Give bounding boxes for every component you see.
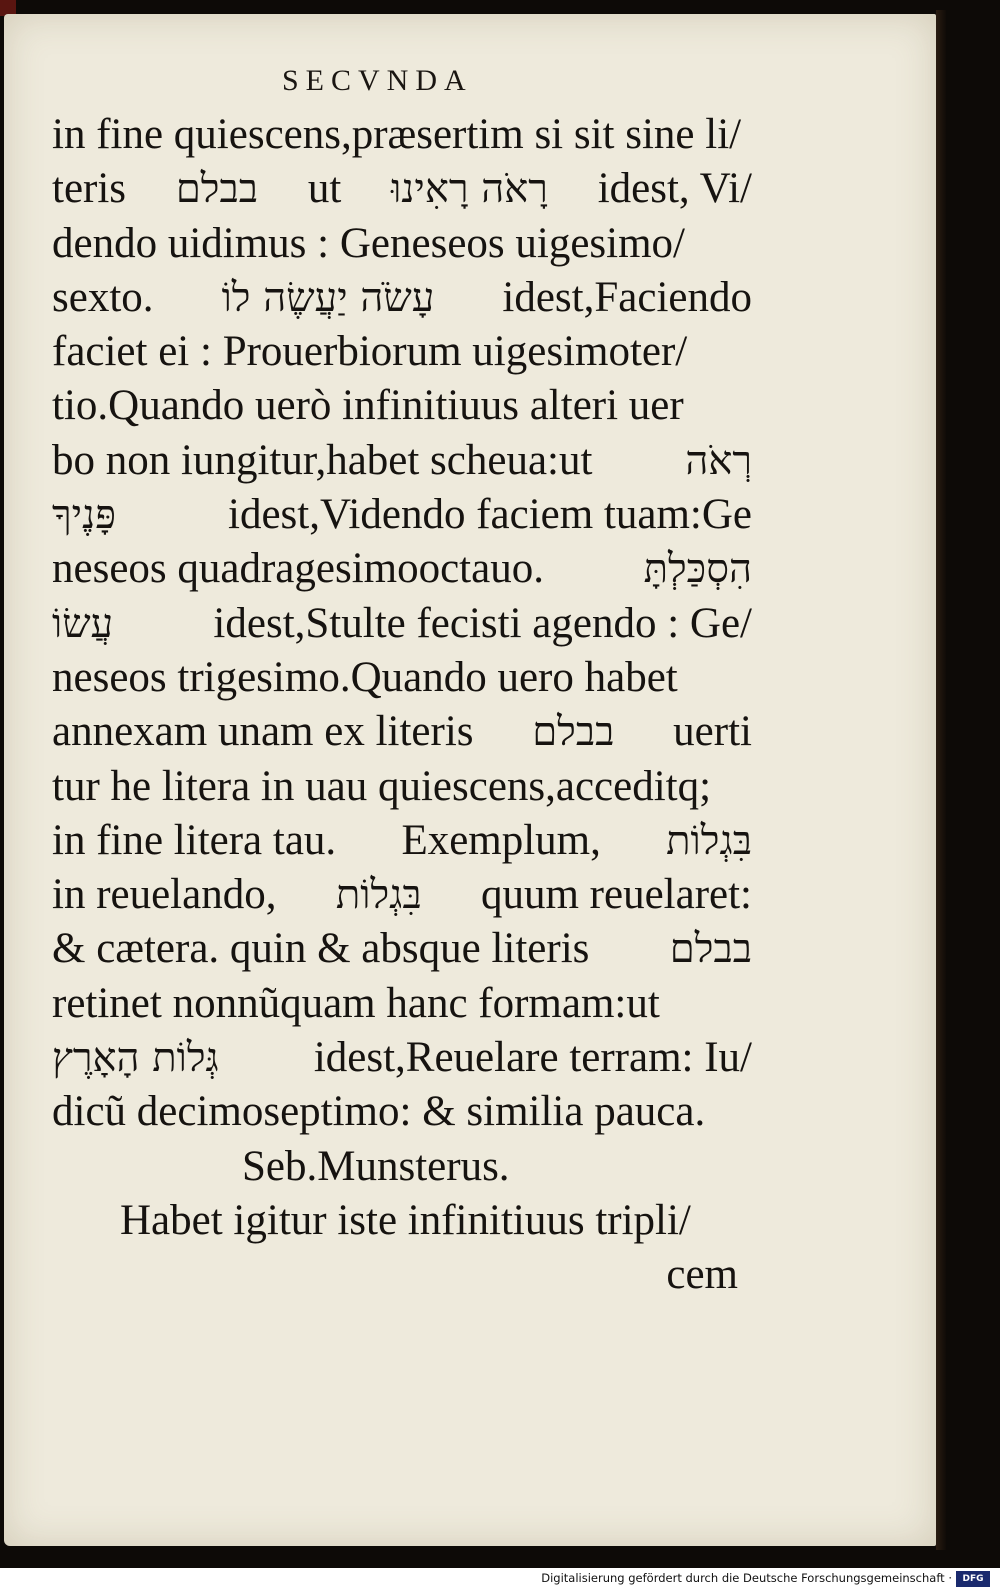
latin-text: dendo uidimus : Geneseos uigesimo/ [52, 219, 685, 267]
hebrew-word: רְאֹה [685, 437, 752, 484]
hebrew-word: עֲשׂוֹ [52, 600, 114, 647]
hebrew-word: עָשֹׂה יַעֲשֶׂה לוֹ [221, 274, 435, 321]
text-line [52, 1194, 752, 1248]
dfg-logo: DFG [956, 1571, 990, 1587]
latin-text: idest,Reuelare terram: Iu/ [313, 1034, 752, 1082]
text-line [52, 542, 752, 596]
hebrew-word: בבלם [669, 926, 752, 973]
latin-text: idest, Vi/ [597, 165, 752, 213]
text-line [52, 325, 752, 379]
footer-bar [0, 1568, 1000, 1591]
latin-text: tio.Quando uerò infinitiuus alteri uer [52, 382, 684, 430]
text-line [52, 379, 752, 433]
latin-text: Exemplum, [401, 816, 601, 864]
latin-text: retinet nonnũquam hanc formam:ut [52, 979, 660, 1027]
text-line [52, 271, 752, 325]
latin-text: idest,Faciendo [502, 273, 752, 321]
latin-text: idest,Stulte fecisti agendo : Ge/ [213, 599, 752, 647]
latin-text: quum reuelaret: [480, 871, 752, 919]
text-line [52, 868, 752, 922]
latin-text: faciet ei : Prouerbiorum uigesimoter/ [52, 328, 688, 376]
running-head: SECVNDA [282, 64, 473, 97]
latin-text: uerti [673, 708, 752, 756]
latin-text: in fine litera tau. [52, 816, 337, 864]
hebrew-word: רָאֹה רָאִינוּ [391, 166, 548, 213]
latin-text: ut [307, 165, 342, 213]
text-line [52, 1031, 752, 1085]
latin-text: in fine quiescens,præsertim si sit sine li/ [52, 111, 742, 158]
hebrew-word: בבלם [175, 166, 259, 213]
latin-text: Habet igitur iste infinitiuus tripli/ [120, 1196, 691, 1244]
hebrew-word: בִּגְלוֹת [335, 872, 422, 919]
latin-text: cem [666, 1251, 738, 1299]
latin-text: idest,Videndo faciem tuam:Ge [228, 491, 752, 539]
latin-text: annexam unam ex literis [52, 708, 474, 756]
text-line [52, 488, 752, 542]
latin-text: neseos trigesimo.Quando uero habet [52, 653, 678, 701]
hebrew-word: בבלם [532, 709, 615, 756]
latin-text: Seb.Munsterus. [242, 1142, 510, 1190]
text-line [52, 108, 752, 162]
text-line [52, 922, 752, 976]
text-line [52, 217, 752, 271]
text-line [52, 760, 752, 814]
latin-text: teris [52, 165, 127, 213]
text-line [52, 162, 752, 216]
hebrew-word: הִסְכַּלְתָּ [643, 546, 752, 593]
hebrew-word: פָּנֶיךָ [52, 492, 117, 539]
latin-text: & cætera. quin & absque literis [52, 925, 590, 973]
hebrew-word: גְּלוֹת הָאָרֶץ [52, 1035, 219, 1082]
latin-text: neseos quadragesimooctauo. [52, 545, 544, 593]
text-line [52, 977, 752, 1031]
latin-text: bo non iungitur,habet scheua:ut [52, 436, 593, 484]
text-line [52, 1085, 752, 1139]
hebrew-word: בִּגְלוֹת [666, 817, 752, 864]
text-line [52, 597, 752, 651]
text-line [52, 1140, 752, 1194]
text-line [52, 1248, 752, 1302]
body-text [52, 108, 752, 1303]
latin-text: sexto. [52, 273, 154, 321]
text-line [52, 651, 752, 705]
text-line [52, 434, 752, 488]
latin-text: dicũ decimoseptimo: & similia pauca. [52, 1088, 706, 1136]
footer-credit: Digitalisierung gefördert durch die Deutsche Forschungsgemeinschaft · [541, 1571, 952, 1585]
latin-text: tur he litera in uau quiescens,acceditq; [52, 762, 712, 810]
text-line [52, 705, 752, 759]
text-line [52, 814, 752, 868]
page-edge [936, 10, 946, 1550]
latin-text: in reuelando, [52, 871, 277, 919]
